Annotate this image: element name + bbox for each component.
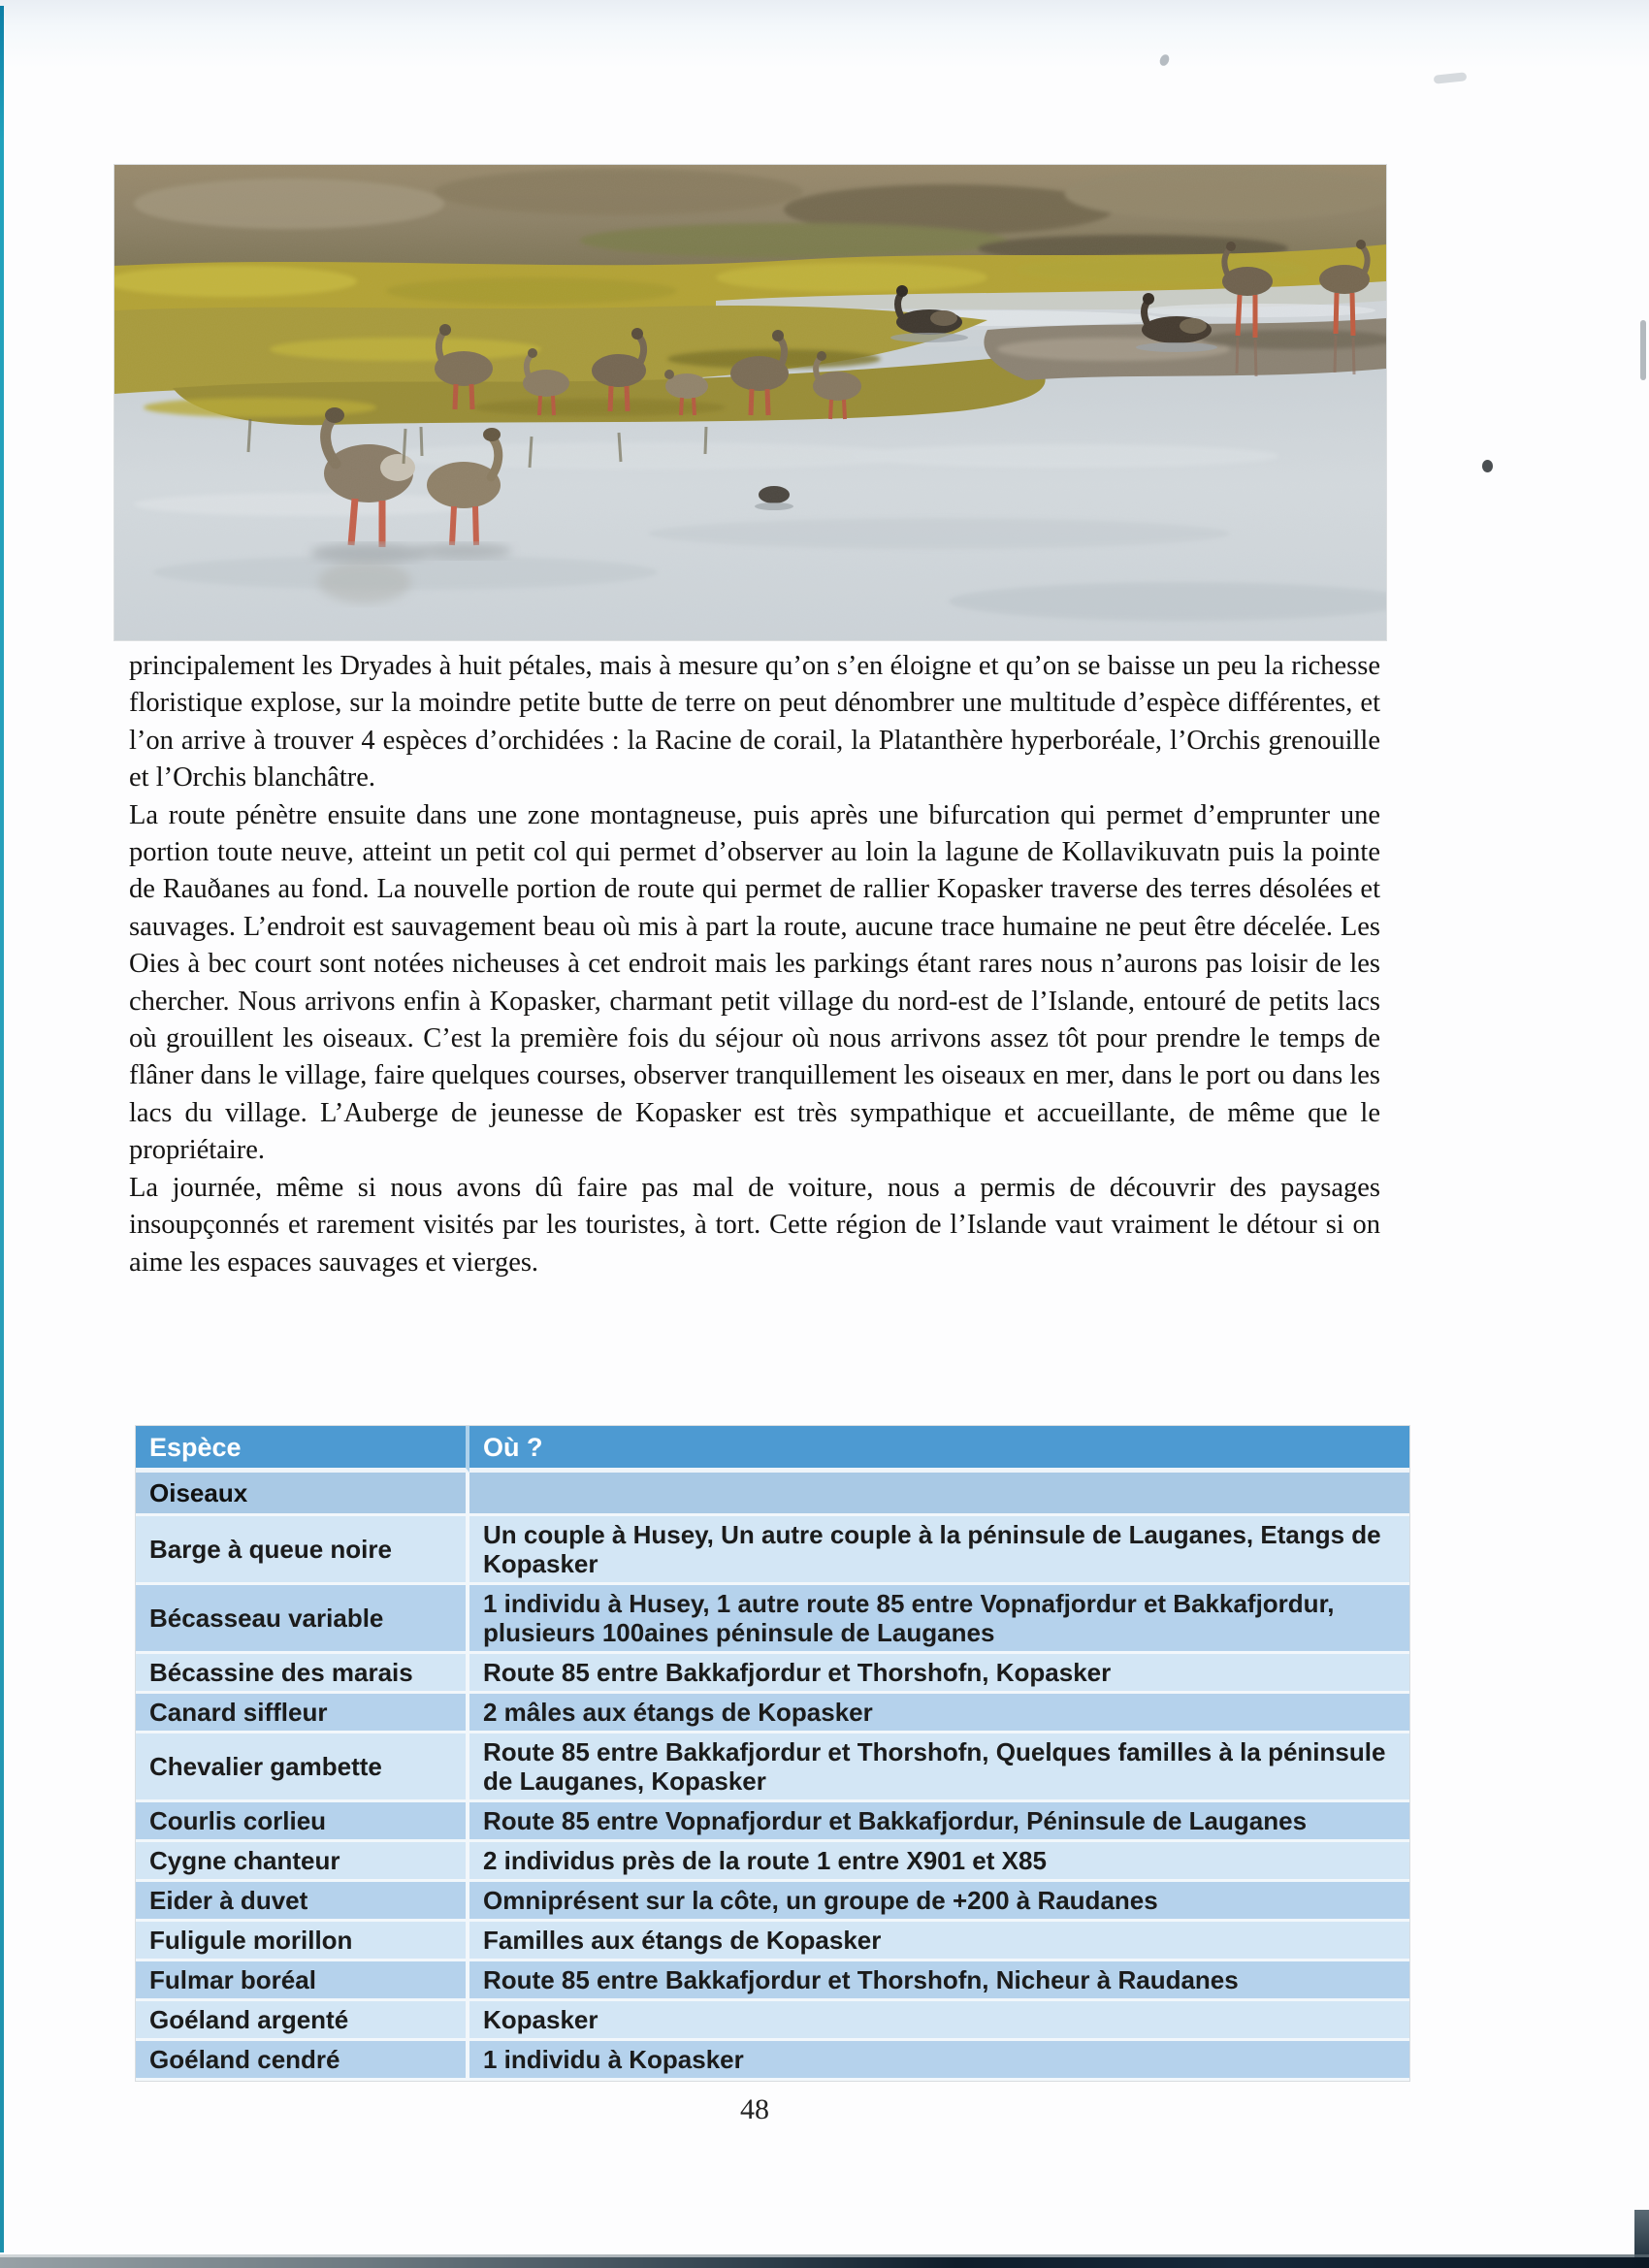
table-row — [136, 1516, 1409, 1585]
table-row — [136, 1802, 1409, 1842]
table-row — [136, 1694, 1409, 1733]
column-header-ou: Où ? — [469, 1426, 1409, 1473]
where-cell: Route 85 entre Bakkafjordur et Thorshofn, Nicheur à Raudanes — [469, 1961, 1409, 2001]
section-label: Oiseaux — [136, 1473, 469, 1516]
where-cell: 1 individu à Kopasker — [469, 2041, 1409, 2081]
table-section-row — [136, 1473, 1409, 1516]
table-row — [136, 1882, 1409, 1922]
species-cell: Fulmar boréal — [136, 1961, 469, 2001]
species-cell: Goéland argenté — [136, 2001, 469, 2041]
table-row — [136, 2041, 1409, 2081]
species-cell: Goéland cendré — [136, 2041, 469, 2081]
species-table — [136, 1426, 1409, 2081]
page-number: 48 — [740, 2093, 769, 2125]
species-cell: Chevalier gambette — [136, 1733, 469, 1802]
scan-edge-bottom — [0, 2257, 1649, 2268]
where-cell: Omniprésent sur la côte, un groupe de +200 à Raudanes — [469, 1882, 1409, 1922]
scan-speck — [1158, 53, 1171, 68]
species-cell: Fuligule morillon — [136, 1922, 469, 1961]
column-header-espece: Espèce — [136, 1426, 469, 1473]
where-cell: Route 85 entre Bakkafjordur et Thorshofn, Quelques familles à la péninsule de Lauganes, Kopasker — [469, 1733, 1409, 1802]
table-row — [136, 1961, 1409, 2001]
scan-artifact — [1640, 320, 1646, 380]
body-text — [129, 648, 1380, 1281]
wetland-geese-photo — [114, 165, 1386, 640]
species-cell: Canard siffleur — [136, 1694, 469, 1733]
paragraph: La route pénètre ensuite dans une zone montagneuse, puis après une bifurcation qui permet d’emprunter une portion toute neuve, atteint un petit col qui permet d’observer au loin la lagune de Kollavikuvatn puis la pointe de Rauðanes au fond. La nouvelle portion de route qui permet de rallier Kopasker traverse des terres désolées et sauvages. L’endroit est sauvagement beau où mis à part la route, aucune trace humaine ne peut être décelée. Les Oies à bec court sont notées nicheuses à cet endroit mais les parkings étant rares nous n’aurons pas loisir de les chercher. Nous arrivons enfin à Kopasker, charmant petit village du nord-est de l’Islande, entouré de petits lacs où grouillent les oiseaux. C’est la première fois du séjour où nous arrivons assez tôt pour prendre le temps de flâner dans le village, faire quelques courses, observer tranquillement les oiseaux en mer, dans le port ou dans les lacs du village. L’Auberge de jeunesse de Kopasker est très sympathique et accueillante, de même que le propriétaire. — [129, 799, 1380, 1166]
where-cell: Un couple à Husey, Un autre couple à la péninsule de Lauganes, Etangs de Kopasker — [469, 1516, 1409, 1585]
where-cell: Kopasker — [469, 2001, 1409, 2041]
photo-figure — [114, 165, 1386, 640]
where-cell: Route 85 entre Bakkafjordur et Thorshofn, Kopasker — [469, 1654, 1409, 1694]
species-cell: Cygne chanteur — [136, 1842, 469, 1882]
where-cell: Route 85 entre Vopnafjordur et Bakkafjordur, Péninsule de Lauganes — [469, 1802, 1409, 1842]
table-header-row — [136, 1426, 1409, 1473]
table-row — [136, 1654, 1409, 1694]
species-cell: Barge à queue noire — [136, 1516, 469, 1585]
scan-edge-left — [0, 6, 4, 2252]
where-cell: 2 individus près de la route 1 entre X901 et X85 — [469, 1842, 1409, 1882]
species-cell: Bécasseau variable — [136, 1585, 469, 1654]
scan-speck — [1434, 72, 1468, 84]
table-row — [136, 2001, 1409, 2041]
paragraph: principalement les Dryades à huit pétales, mais à mesure qu’on s’en éloigne et qu’on se baisse un peu la richesse floristique explose, sur la moindre petite butte de terre on peut dénombrer une multitude d’espèce différentes, et l’on arrive à trouver 4 espèces d’orchidées : la Racine de corail, la Platanthère hyperboréale, l’Orchis grenouille et l’Orchis blanchâtre. — [129, 651, 1380, 794]
where-cell: Familles aux étangs de Kopasker — [469, 1922, 1409, 1961]
scan-corner-shadow — [1634, 2210, 1649, 2260]
table-row — [136, 1922, 1409, 1961]
paragraph: La journée, même si nous avons dû faire pas mal de voiture, nous a permis de découvrir des paysages insoupçonnés et rarement visités par les touristes, à tort. Cette région de l’Islande vaut vraiment le détour si on aime les espaces sauvages et vierges. — [129, 1172, 1380, 1278]
table-row — [136, 1842, 1409, 1882]
species-cell: Courlis corlieu — [136, 1802, 469, 1842]
species-cell: Bécassine des marais — [136, 1654, 469, 1694]
table-row — [136, 1733, 1409, 1802]
table-row — [136, 1585, 1409, 1654]
where-cell: 1 individu à Husey, 1 autre route 85 entre Vopnafjordur et Bakkafjordur, plusieurs 100aines péninsule de Lauganes — [469, 1585, 1409, 1654]
species-cell: Eider à duvet — [136, 1882, 469, 1922]
where-cell: 2 mâles aux étangs de Kopasker — [469, 1694, 1409, 1733]
scan-speck — [1482, 460, 1493, 472]
